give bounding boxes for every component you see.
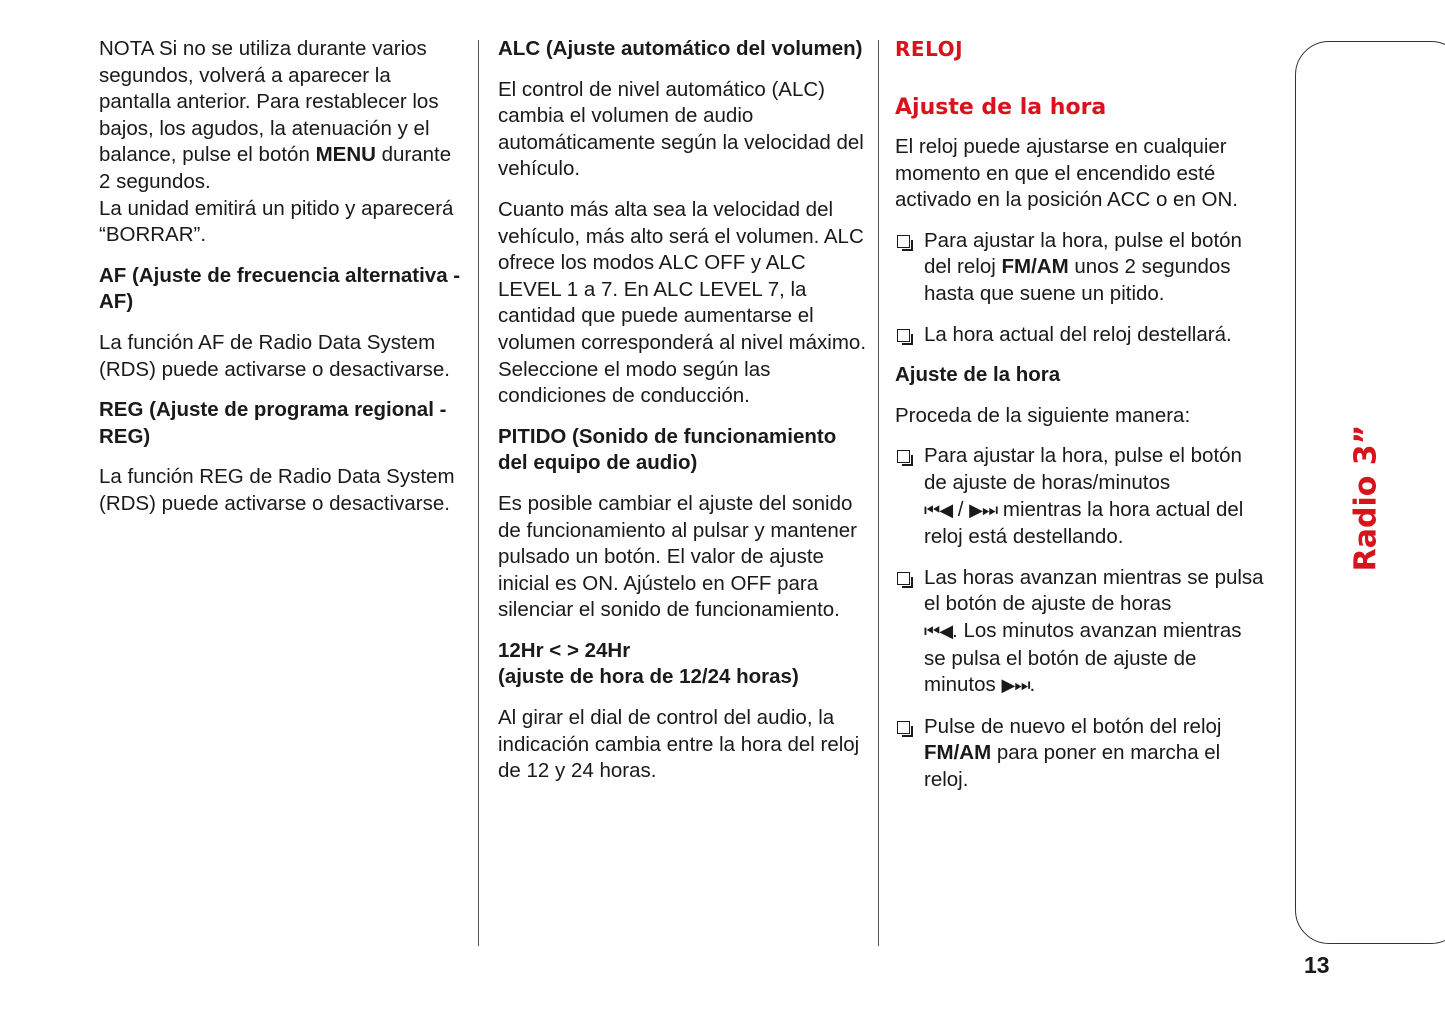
column-divider-1 (478, 40, 479, 946)
intro-text: El reloj puede ajustarse en cualquier momento en que el encendido esté activado en la posición ACC o en ON. (895, 135, 1238, 212)
checkbox-bullet-icon (897, 721, 910, 734)
nota-text-2: durante 2 segundos. (99, 143, 452, 193)
item-text: Pulse de nuevo el botón del reloj (924, 714, 1222, 738)
ajuste-title: Ajuste de la hora (895, 95, 1107, 120)
hr-heading (498, 638, 868, 691)
hr-heading-line-2: (ajuste de hora de 12/24 horas) (498, 665, 799, 689)
bullet-list-2 (895, 443, 1267, 793)
list-item (895, 322, 1267, 349)
checkbox-bullet-icon (897, 235, 910, 248)
checkbox-bullet-icon (897, 572, 910, 585)
column-3 (895, 36, 1267, 807)
column-divider-2 (878, 40, 879, 946)
column-1 (99, 36, 467, 532)
pitido-text: Es posible cambiar el ajuste del sonido de funcionamiento al pulsar y mantener pulsado un botón. El valor de ajuste inicial es ON. Ajústelo en OFF para silenciar el sonido de funcionamiento. (498, 491, 857, 622)
nota-paragraph (99, 36, 467, 249)
section-tab-label: Radio 3” (1348, 424, 1384, 572)
hr-heading-line-1: 12Hr < > 24Hr (498, 638, 631, 662)
nota-text: NOTA Si no se utiliza durante varios segundos, volverá a aparecer la pantalla anterior. Para restablecer los bajos, los agudos, la atenuación y el balance, pulse el botón (99, 37, 439, 167)
nota-bold-menu: MENU (315, 143, 376, 167)
list-item (895, 443, 1267, 550)
item-text: unos 2 segundos hasta que suene un pitido. (924, 255, 1231, 305)
prev-track-icon: ⏮◀ (924, 499, 953, 521)
reg-text: La función REG de Radio Data System (RDS) puede activarse o desactivarse. (99, 465, 455, 515)
item-text: para poner en marcha el reloj. (924, 741, 1221, 791)
checkbox-bullet-icon (897, 329, 910, 342)
list-item (895, 565, 1267, 700)
bullet-list-1 (895, 228, 1267, 348)
fm-am-bold: FM/AM (924, 741, 992, 765)
item-text: . (1029, 673, 1036, 697)
hr-text: Al girar el dial de control del audio, la indicación cambia entre la hora del reloj de 12 y 24 horas. (498, 706, 860, 783)
item-text: La hora actual del reloj destellará. (924, 322, 1232, 346)
item-text: Para ajustar la hora, pulse el botón del reloj (924, 228, 1242, 279)
list-item (895, 714, 1267, 794)
alc-heading: ALC (Ajuste automático del volumen) (498, 37, 863, 60)
item-text: mientras la hora actual del reloj está destellando. (924, 497, 1244, 549)
prev-track-icon: ⏮◀ (924, 620, 953, 642)
next-track-icon: ▶⏭ (969, 499, 998, 521)
alc-text-1: El control de nivel automático (ALC) cambia el volumen de audio automáticamente según la velocidad del vehículo. (498, 77, 864, 181)
next-track-icon: ▶⏭ (1001, 675, 1030, 697)
af-text: La función AF de Radio Data System (RDS) puede activarse o desactivarse. (99, 330, 450, 381)
reloj-title: RELOJ (895, 37, 964, 61)
item-text: / (952, 497, 970, 521)
item-text: . Los minutos avanzan mientras se pulsa el botón de ajuste de minutos (924, 618, 1242, 697)
alc-text-2: Cuanto más alta sea la velocidad del vehículo, más alto será el volumen. ALC ofrece los modos ALC OFF y ALC LEVEL 1 a 7. En ALC LEVEL 7, la cantidad que puede aumentarse el volumen corresponderá al nivel máximo. Seleccione el modo según las condiciones de conducción. (498, 197, 867, 408)
pitido-heading: PITIDO (Sonido de funcionamiento del equipo de audio) (498, 424, 837, 475)
fm-am-bold: FM/AM (1001, 255, 1069, 279)
proceda-text: Proceda de la siguiente manera: (895, 403, 1191, 427)
nota-text-3: La unidad emitirá un pitido y aparecerá “BORRAR”. (99, 196, 454, 247)
page-number: 13 (1304, 952, 1330, 978)
column-2 (498, 36, 868, 799)
af-heading: AF (Ajuste de frecuencia alternativa - AF) (99, 263, 461, 314)
item-text: Para ajustar la hora, pulse el botón de ajuste de horas/minutos (924, 444, 1242, 494)
list-item (895, 228, 1267, 308)
reg-heading: REG (Ajuste de programa regional - REG) (99, 398, 447, 448)
item-text: Las horas avanzan mientras se pulsa el botón de ajuste de horas (924, 565, 1264, 616)
checkbox-bullet-icon (897, 450, 910, 463)
sub-heading: Ajuste de la hora (895, 363, 1061, 387)
